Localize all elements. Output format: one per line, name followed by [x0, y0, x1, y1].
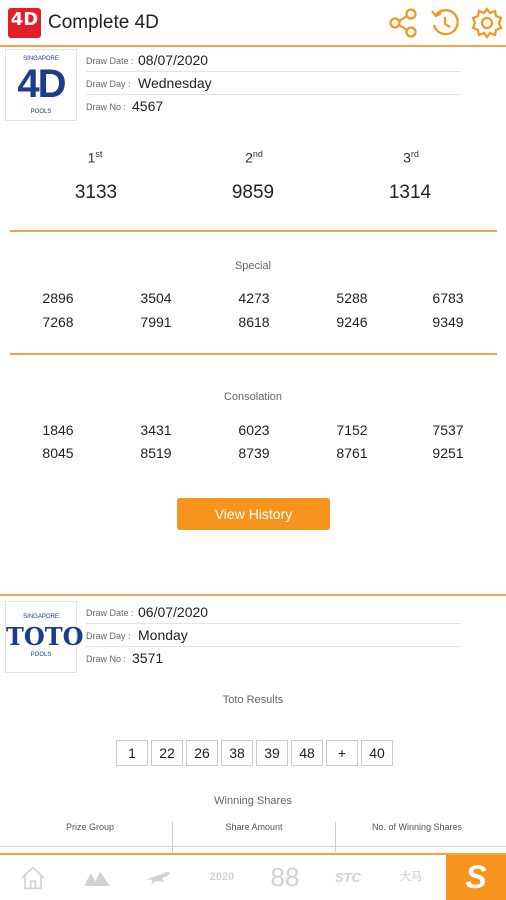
refresh-icon[interactable]: [428, 6, 462, 40]
section-divider: [0, 594, 506, 596]
consolation-number: 8519: [140, 445, 172, 461]
consolation-number: 8045: [42, 445, 74, 461]
special-number: 7268: [42, 314, 74, 330]
settings-icon[interactable]: [470, 6, 504, 40]
toto-additional-number: 40: [361, 740, 393, 766]
consolation-number: 9251: [432, 445, 464, 461]
third-prize-number: 1314: [388, 182, 432, 203]
consolation-number: 1846: [42, 422, 74, 438]
toto-number: 22: [151, 740, 183, 766]
4d-draw-date-row: Draw Date : 08/07/2020: [86, 49, 461, 72]
consolation-number: 3431: [140, 422, 172, 438]
app-header: [0, 0, 506, 47]
share-icon[interactable]: [387, 6, 421, 40]
singapore-toto-logo: SINGAPORE TOTO POOLS: [5, 601, 77, 673]
second-prize-number: 9859: [231, 182, 275, 203]
table-divider: [335, 822, 336, 852]
toto-draw-day: Monday: [138, 627, 188, 643]
consolation-number: 7537: [432, 422, 464, 438]
toto-draw-date-row: Draw Date : 06/07/2020: [86, 601, 461, 624]
bottom-navigation: [0, 853, 506, 900]
4d-draw-date: 08/07/2020: [138, 52, 209, 68]
big-sweep-icon[interactable]: [72, 855, 122, 900]
stc-icon[interactable]: STC: [335, 870, 361, 885]
toto-number: 26: [186, 740, 218, 766]
88-icon[interactable]: 88: [270, 862, 300, 892]
toto-draw-date: 06/07/2020: [138, 604, 209, 620]
app-logo-text: 4D: [10, 9, 39, 30]
special-number: 4273: [238, 290, 270, 306]
chinese-lottery-icon[interactable]: 大马: [400, 871, 422, 883]
divider: [10, 353, 497, 355]
horse-icon[interactable]: [134, 855, 184, 900]
special-number: 8618: [238, 314, 270, 330]
toto-draw-day-row: Draw Day : Monday: [86, 624, 461, 647]
table-divider: [172, 822, 173, 852]
special-number: 6783: [432, 290, 464, 306]
consolation-title: Consolation: [223, 391, 283, 403]
singapore-pools-icon[interactable]: S: [446, 855, 506, 900]
special-number: 5288: [336, 290, 368, 306]
special-number: 9349: [432, 314, 464, 330]
toto-number: 39: [256, 740, 288, 766]
second-prize-label: 2nd: [245, 149, 263, 166]
toto-number: 1: [116, 740, 148, 766]
toto-number: 38: [221, 740, 253, 766]
toto-2020-icon[interactable]: 2020: [209, 871, 235, 883]
consolation-number: 7152: [336, 422, 368, 438]
toto-plus-sign: +: [326, 740, 358, 766]
third-prize-label: 3rd: [403, 149, 419, 166]
table-header-share-amount: Share Amount: [225, 822, 283, 832]
table-line: [0, 846, 506, 847]
consolation-number: 6023: [238, 422, 270, 438]
singapore-4d-logo: SINGAPORE 4D POOLS: [5, 49, 77, 121]
toto-results-title: Toto Results: [222, 694, 284, 706]
consolation-number: 8761: [336, 445, 368, 461]
special-title: Special: [234, 260, 272, 272]
app-logo: [8, 8, 41, 38]
toto-logo-mark: TOTO: [6, 622, 84, 651]
4d-draw-no-row: Draw No : 4567: [86, 98, 164, 114]
first-prize-number: 3133: [74, 182, 118, 203]
4d-draw-no: 4567: [132, 98, 164, 114]
table-header-prize-group: Prize Group: [65, 822, 115, 832]
first-prize-label: 1st: [87, 149, 103, 166]
4d-draw-day: Wednesday: [138, 75, 212, 91]
view-history-button[interactable]: View History: [177, 498, 330, 530]
4d-draw-day-row: Draw Day : Wednesday: [86, 72, 461, 95]
divider: [10, 230, 497, 232]
table-header-winning-shares: No. of Winning Shares: [371, 822, 463, 832]
4d-logo-mark: 4D: [17, 62, 65, 106]
toto-draw-no: 3571: [132, 650, 164, 666]
winning-shares-title: Winning Shares: [214, 795, 292, 807]
special-number: 3504: [140, 290, 172, 306]
special-number: 7991: [140, 314, 172, 330]
app-title: Complete 4D: [48, 12, 159, 33]
home-icon[interactable]: [8, 855, 58, 900]
special-number: 9246: [336, 314, 368, 330]
special-number: 2896: [42, 290, 74, 306]
toto-draw-no-row: Draw No : 3571: [86, 650, 164, 666]
consolation-number: 8739: [238, 445, 270, 461]
toto-number: 48: [291, 740, 323, 766]
